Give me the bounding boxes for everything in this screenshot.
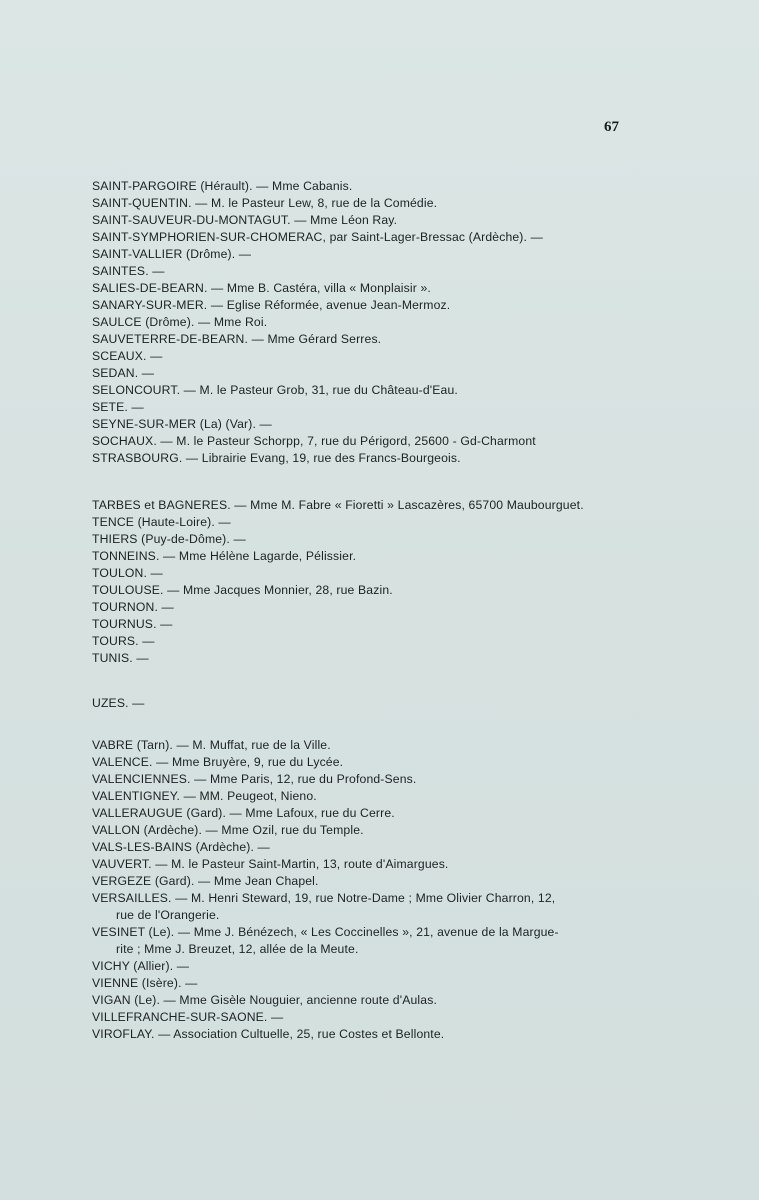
directory-entry: SEYNE-SUR-MER (La) (Var). —	[92, 417, 272, 431]
directory-entry: SALIES-DE-BEARN. — Mme B. Castéra, villa « Monplaisir ».	[92, 281, 431, 295]
directory-entry: TOURNUS. —	[92, 617, 173, 631]
directory-entry: SAUVETERRE-DE-BEARN. — Mme Gérard Serres.	[92, 332, 382, 346]
entry-line: VESINET (Le). — Mme J. Bénézech, « Les Coccinelles », 21, avenue de la Margue-	[92, 925, 559, 939]
directory-entry: VALENCE. — Mme Bruyère, 9, rue du Lycée.	[92, 755, 344, 769]
directory-entry: SAINT-VALLIER (Drôme). —	[92, 247, 252, 261]
directory-entry: TENCE (Haute-Loire). —	[92, 515, 231, 529]
directory-entry: VILLEFRANCHE-SUR-SAONE. —	[92, 1010, 284, 1024]
directory-entry: TONNEINS. — Mme Hélène Lagarde, Pélissier.	[92, 549, 357, 563]
entry-continuation: rite ; Mme J. Breuzet, 12, allée de la Meute.	[116, 942, 359, 956]
directory-entry: VIROFLAY. — Association Cultuelle, 25, rue Costes et Bellonte.	[92, 1027, 445, 1041]
directory-entry: SAINT-SAUVEUR-DU-MONTAGUT. — Mme Léon Ray.	[92, 213, 398, 227]
directory-entry: VICHY (Allier). —	[92, 959, 190, 973]
directory-entry: SAINT-PARGOIRE (Hérault). — Mme Cabanis.	[92, 179, 353, 193]
directory-entry: SCEAUX. —	[92, 349, 163, 363]
directory-entry: TARBES et BAGNERES. — Mme M. Fabre « Fioretti » Lascazères, 65700 Maubourguet.	[92, 498, 584, 512]
entries-group-u	[92, 695, 652, 712]
directory-entry: SAINT-SYMPHORIEN-SUR-CHOMERAC, par Saint-Lager-Bressac (Ardèche). —	[92, 230, 543, 244]
directory-entry: SOCHAUX. — M. le Pasteur Schorpp, 7, rue du Périgord, 25600 - Gd-Charmont	[92, 434, 536, 448]
directory-entry: VALS-LES-BAINS (Ardèche). —	[92, 840, 270, 854]
entry-line: VERSAILLES. — M. Henri Steward, 19, rue Notre-Dame ; Mme Olivier Charron, 12,	[92, 891, 556, 905]
directory-entry: VALENCIENNES. — Mme Paris, 12, rue du Profond-Sens.	[92, 772, 417, 786]
directory-entry: VALENTIGNEY. — MM. Peugeot, Nieno.	[92, 789, 317, 803]
directory-entry: VIENNE (Isère). —	[92, 976, 198, 990]
directory-entry: TOURS. —	[92, 634, 155, 648]
directory-entry	[92, 924, 652, 958]
directory-entry	[92, 890, 652, 924]
directory-entry: SAINTES. —	[92, 264, 165, 278]
entry-continuation: rue de l'Orangerie.	[116, 908, 220, 922]
directory-entry: UZES. —	[92, 696, 145, 710]
directory-entry: SAULCE (Drôme). — Mme Roi.	[92, 315, 268, 329]
directory-entry: VERGEZE (Gard). — Mme Jean Chapel.	[92, 874, 319, 888]
directory-entry: VALLON (Ardèche). — Mme Ozil, rue du Temple.	[92, 823, 364, 837]
entries-group-s	[92, 178, 652, 467]
directory-entry: VABRE (Tarn). — M. Muffat, rue de la Ville.	[92, 738, 331, 752]
directory-entry: SETE. —	[92, 400, 144, 414]
directory-entry: TUNIS. —	[92, 651, 149, 665]
directory-entry: SELONCOURT. — M. le Pasteur Grob, 31, rue du Château-d'Eau.	[92, 383, 458, 397]
directory-entry: VAUVERT. — M. le Pasteur Saint-Martin, 13, route d'Aimargues.	[92, 857, 449, 871]
directory-entry: TOURNON. —	[92, 600, 174, 614]
directory-entry: TOULOUSE. — Mme Jacques Monnier, 28, rue Bazin.	[92, 583, 393, 597]
directory-entry: SAINT-QUENTIN. — M. le Pasteur Lew, 8, rue de la Comédie.	[92, 196, 438, 210]
directory-entry: VIGAN (Le). — Mme Gisèle Nouguier, ancienne route d'Aulas.	[92, 993, 437, 1007]
directory-entry: STRASBOURG. — Librairie Evang, 19, rue des Francs-Bourgeois.	[92, 451, 461, 465]
page-number: 67	[604, 119, 619, 135]
entries-group-v	[92, 737, 652, 1043]
directory-entry: SEDAN. —	[92, 366, 155, 380]
directory-entry: VALLERAUGUE (Gard). — Mme Lafoux, rue du Cerre.	[92, 806, 395, 820]
directory-entry: TOULON. —	[92, 566, 163, 580]
directory-entry: THIERS (Puy-de-Dôme). —	[92, 532, 246, 546]
entries-group-t	[92, 497, 652, 667]
directory-entry: SANARY-SUR-MER. — Eglise Réformée, avenue Jean-Mermoz.	[92, 298, 451, 312]
